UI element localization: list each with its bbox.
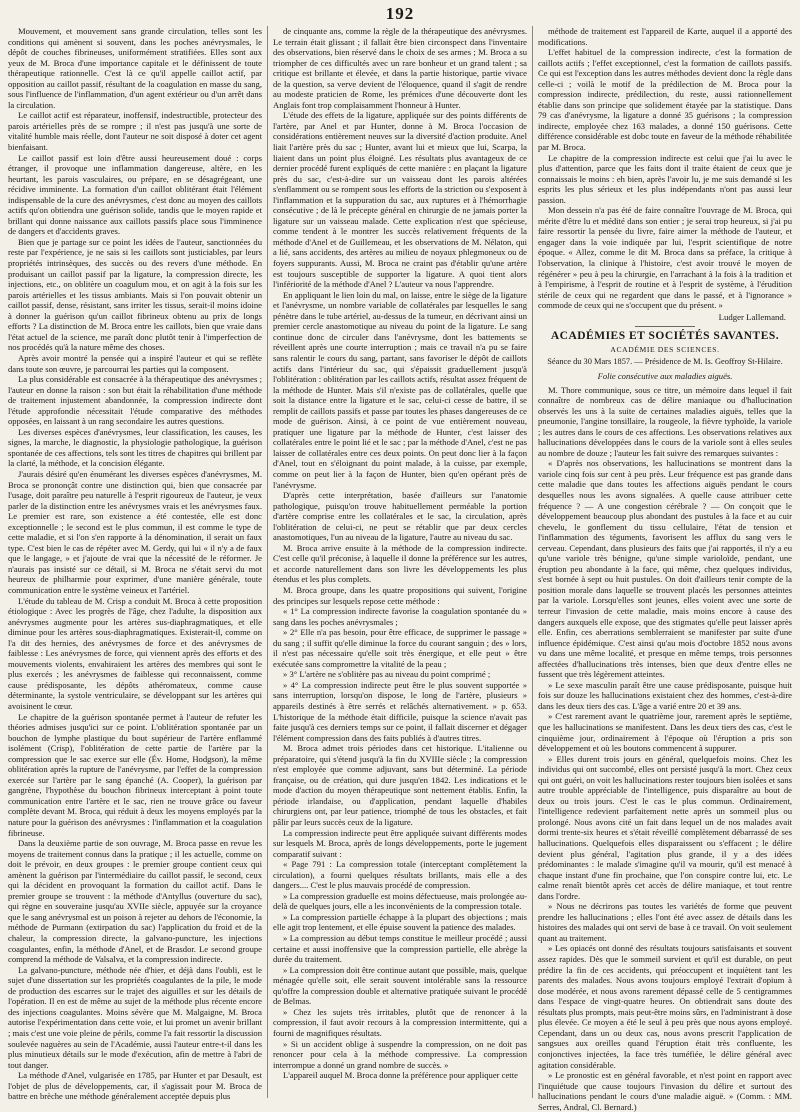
column-1 [8, 26, 262, 1102]
column-rule [267, 26, 268, 1098]
quoted-paragraph: » Les opiacés ont donné des résultats toujours satisfaisants et souvent assez rapides. Dès que le sommeil survient et qu'il est durable, on peut prédire la fin de ces accidents, qui préoccupent et inquiètent tant les parents des malades. Nous avons toujours employé l'extrait d'opium à dose modérée, et nous avons rarement dépassé celle de 5 centigrammes dans l'espace de vingt-quatre heures. On obtiendrait sans doute des résultats plus prompts, mais peut-être moins sûrs, en l'administrant à dose plus élevée. Ce moyen a été le seul à peu près que nous ayons employé. Cependant, dans un ou deux cas, nous avons prescrit l'application de sangsues aux oreilles quand l'éruption était très confluente, les conjonctives injectées, la face très tuméfiée, le délire général avec agitation considérable. [538, 943, 792, 1070]
paragraph: Le caillot actif est réparateur, inoffensif, indestructible, protecteur des parois artérielles près de se rompre ; il n'est pas jusqu'à une sorte de vitalité humble mais réelle, dont l'auteur ne soit disposé à doter cet agent bienfaisant. [8, 110, 262, 153]
paragraph: L'étude des effets de la ligature, appliquée sur des points différents de l'artère, par Anel et par Hunter, donne à M. Broca l'occasion de considérations entièrement neuves sur la diversité d'action produite. Anel liait l'artère près du sac ; Hunter, avant lui et mieux que lui, Scarpa, la liaient dans un point plus éloigné. Les résultats plus avantageux de ce dernier procédé furent expliqués de cette manière : en plaçant la ligature près du sac, c'est-à-dire sur un vaisseau dont les parois altérées s'enflamment ou se rompent sous les efforts de la striction ou s'exposent à l'inflammation et la suppuration du sac, aux ruptures et à l'hémorrhagie consécutive ; de là le précepte général en chirurgie de ne jamais porter la ligature sur un vaisseau malade. Cette explication n'est que spécieuse, comme tendent à le montrer les succès relativement fréquents de la méthode d'Anel et de Guillemeau, et les observations de M. Nélaton, qui a lié, sans accidents, des artères au milieu de noyaux phlegmoneux ou de foyers suppurants. Aussi, M. Broca ne craint pas d'établir qu'une artère est toujours susceptible de supporter la ligature. A quoi tient alors l'infériorité de la méthode d'Anel ? L'auteur va nous l'apprendre. [273, 110, 527, 290]
paragraph: D'après cette interprétation, basée d'ailleurs sur l'anatomie pathologique, puisqu'on trouve habituellement perméable la portion d'artère comprise entre les collatérales et le sac, la circulation, après l'oblitération de celui-ci, ne peut se rétablir que par deux cercles anastomotiques, l'un au niveau de la ligature, l'autre au niveau du sac. [273, 490, 527, 543]
paragraph: Le caillot passif est loin d'être aussi heureusement doué : corps étranger, il provoque une inflammation dangereuse, altère, en les heurtant, les parois vasculaires, ou prépare, en se désagrégeant, une récidive imminente. La formation d'un caillot oblitérant était l'élément indispensable de la cure des anévrysmes, c'est donc au moyen des caillots actifs qu'on obtiendra une guérison solide, tandis que le moyen rapide et brillant qui donne naissance aux caillots passifs place sous l'imminence de dangers et d'accidents graves. [8, 152, 262, 237]
quoted-paragraph: » Si un accident oblige à suspendre la compression, on ne doit pas renoncer pour cela à la méthode compressive. La compression interrompue a donné un grand nombre de succès. » [273, 1038, 527, 1070]
paragraph: M. Broca arrive ensuite à la méthode de la compression indirecte. C'est celle qu'il préconise, à laquelle il donne la préférence sur les autres, et accorde naturellement dans son livre les développements les plus étendus et les plus complets. [273, 542, 527, 585]
paragraph: Le chapitre de la guérison spontanée permet à l'auteur de refuter les théories admises jusqu'ici sur ce point. L'oblitération spontanée par un bouchon de lymphe plastique du bout supérieur de l'artère enflammé isolément (Crisp), l'oblitération de cette partie de l'artère par la compression que le sac exerce sur elle (Év. Home, Hodgson), la même oblitération après la rupture de l'anévrysme, par l'effet de la compression exercée sur l'artère par le sang épanché (A. Cooper), la guérison par gangrène, l'hypothèse du bouchon fibrineux interceptant à point toute communication entre l'artère et le sac, rien ne trouve grâce ou faveur complète devant M. Broca, qui réduit à deux les moyens employés par la nature pour la guérison des anévrysmes : l'inflammation et la coagulation fibrineuse. [8, 711, 262, 838]
column-rule [532, 26, 533, 1098]
quoted-paragraph: » Elles durent trois jours en général, quelquefois moins. Chez les individus qui ont succombé, elles ont persisté jusqu'à la mort. Chez ceux qui ont guéri, on voit les hallucinations rester toujours bien isolées et sans autre trouble appréciable de l'intelligence, puis disparaître au bout de deux ou trois jours. C'est le cas le plus commun. Ordinairement, l'intelligence redevient parfaitement nette après un sommeil plus ou prolongé. Nous avons cité un fait dans lequel un de nos malades avait dormi trente-six heures et s'était réveillé complètement débarrassé de ses hallucinations. Quelquefois elles disparaissent ou s'effacent ; le délire devient plus général, l'agitation plus grande, il y a des idées prédominantes : le malade s'imagine qu'il va mourir, qu'il est menacé à chaque instant d'une fin prochaine, que l'on conspire contre lui, etc. Le calme renaît bientôt après cet accès de délire maniaque, et tout rentre dans l'ordre. [538, 753, 792, 901]
quoted-paragraph: » Chez les sujets très irritables, plutôt que de renoncer à la compression, il faut avoir recours à la compression intermittente, qui a fourni de magnifiques résultats. [273, 1006, 527, 1038]
paragraph: Mon dessein n'a pas été de faire connaître l'ouvrage de M. Broca, qui mérite d'être lu et médité dans son entier ; je serai trop heureux, si j'ai pu faire ressortir la pensée du livre, faire aimer la méthode de l'auteur, et engager dans la voie indiquée par lui, l'esprit scientifique de notre époque. « Allez, comme le dit M. Broca dans sa préface, la critique à l'observation, la clinique à l'histoire, c'est avoir trouvé le moyen de régénérer » peu à peu la chirurgie, en l'arrachant à la fois à la tradition et à l'empirisme, à l'esprit de routine et à l'esprit de système, à l'érudition stérile de ceux qui ne regardent que dans le passé, et à l'ignorance » commode de ceux qui ne s'occupent que du présent. » [538, 205, 792, 311]
paragraph: Dans la deuxième partie de son ouvrage, M. Broca passe en revue les moyens de traitement connus dans la pratique ; il les actuelle, comme on doit le prévoir, en deux groupes : le premier groupe contient ceux qui amènent la guérison par l'intermédiaire du caillot passif, le second, ceux qui la décident en provoquant la formation du caillot actif. Dans le premier groupe se trouvent : la méthode d'Antyllus (ouverture du sac), qui règne en souveraine jusqu'au XVIIe siècle, appuyée sur la croyance que le sang anévrysmal est un poison à rejeter au dehors de l'économie, la méthode de Purmann (extirpation du sac) l'application du froid et de la chaleur, la compression directe, la galvano-puncture, les injections coagulantes, enfin, la méthode d'Anel, et de Brasdor. Le second groupe comprend la méthode de Valsalva, et la compression indirecte. [8, 838, 262, 965]
paragraph: Bien que je partage sur ce point les idées de l'auteur, sanctionnées du reste par l'expérience, je ne sais si les caillots sont justiciables, par leurs propriétés intrinsèques, des succès ou des revers d'une méthode. En produisant un caillot passif par la ligature, la compression directe, les injections, etc., on oblitère un coagulum mou, et on agit à la fois sur les parois artérielles et les tissus ambiants. Mais si l'on pouvait obtenir un caillot passif, dense, résistant, sans irriter les tissus, serait-il moins idoine à donner la guérison qu'un caillot fibrineux obtenu au prix de longs efforts ? La distinction de M. Broca entre les caillots, bien que vraie dans l'état actuel de la science, me paraît donc plutôt tenir à l'imperfection de nos procédés qu'à la nature même des choses. [8, 236, 262, 353]
quoted-paragraph: « Page 791 : La compression totale (interceptant complètement la circulation), a fourni quelques résultats brillants, mais elle a des dangers.... C'est le plus mauvais procédé de compression. [273, 859, 527, 891]
quoted-paragraph: « 1° La compression indirecte favorise la coagulation spontanée du » sang dans les poches anévrysmales ; [273, 606, 527, 627]
paragraph: M. Broca groupe, dans les quatre propositions qui suivent, l'origine des principes sur lesquels repose cette méthode : [273, 584, 527, 606]
paragraph: L'étude du tableau de M. Crisp a conduit M. Broca à cette proposition étiologique : Avec les progrès de l'âge, chez l'adulte, la disposition aux anévrysmes augmente pour les artères sus-diaphragmatiques, et elle diminue pour les artères sous-diaphragmatiques. Existerait-il, comme on l'a dit des hernies, des anévrysmes de force et des anévrysmes de faiblesse : Les anévrysmes de force, qui viennent après des efforts et des mouvements violents, envahiraient les artères des membres qui sont le plus exercés ; les anévrysmes de faiblesse qui reconnaissent, comme cause prédisposante, les dépôts athéromateux, comme cause déterminante, la systole ventriculaire, se développant sur les artères qui avoisinent le cœur. [8, 595, 262, 711]
session-line: Séance du 30 Mars 1857. — Présidence de M. Is. Geoffroy St-Hilaire. [547, 357, 783, 367]
quoted-paragraph: » Le pronostic est en général favorable, et n'est point en rapport avec l'inquiétude que cause toujours l'invasion du délire et surtout des hallucinations pendant le cours d'une maladie aiguë. » (Comm. : MM. Serres, Andral, Cl. Bernard.) [538, 1070, 792, 1112]
quoted-paragraph: » La compression doit être continue autant que possible, mais, quelque ménagée qu'elle soit, elle serait souvent intolérable sans la ressource qu'offre la compression double et alternative pratiquée suivant le procédé de Belmas. [273, 964, 527, 1007]
quoted-paragraph: » La compression au début temps constitue le meilleur procédé ; aussi certaine et aussi inoffensive que la compression partielle, elle abrège la durée du traitement. [273, 933, 527, 965]
quoted-paragraph: » 4° La compression indirecte peut être le plus souvent supportée » sans interruption, lorsqu'on dispose, le long de l'artère, plusieurs » appareils destinés à être serrés et relâchés alternativement. » p. 653. L'historique de la méthode était difficile, puisque la science n'avait pas faite jusqu'à ces derniers temps sur ce point, il fallait discerner et dégager l'élément compression dans des faits publiés à d'autres titres. [273, 679, 527, 743]
paragraph: J'aurais désiré qu'en énumérant les diverses espèces d'anévrysmes, M. Broca se prononçât contre une distinction qui, bien que consacrée par l'usage, doit paraître peu naturelle à l'esprit rigoureux de l'auteur, je veux parler de la distinction entre les anévrysmes vrais et les anévrysmes faux. Le premier est rare, son existence a été contestée, elle est donc exceptionnelle ; le second est le plus commun, il est comme le type de cette maladie, et si l'on s'en rapporte à la dénomination, il serait un faux type. C'est bien le cas de répéter avec M. Gerdy, qui lui « il n'y a de faux que le langage, » et j'ajoute de vrai que la nécessité de le réformer. Je n'aurais pas insisté sur ce détail, si M. Broca ne s'était servi du mot heureux de philharmie pour exprimer, d'une manière générale, toute communication entre le système veineux et l'artériel. [8, 468, 262, 595]
paragraph: La plus considérable est consacrée à la thérapeutique des anévrysmes ; l'auteur en donne la raison : son but était la réhabilitation d'une méthode de traitement injustement abandonnée, la compression indirecte dont l'étude approfondie nécessitait l'étude comparative des méthodes opposées, en laissant à un rang secondaire les autres questions. [8, 374, 262, 427]
paragraph: L'appareil auquel M. Broca donne la préférence pour appliquer cette [283, 1070, 518, 1081]
author-signature: Ludger Lallemand. [718, 311, 786, 322]
quoted-paragraph: » La compression graduelle est moins défectueuse, mais prolongée au-delà de quelques jours, elle a les inconvénients de la compression totale. [273, 890, 527, 912]
topic-title: Folie consécutive aux maladies aiguës. [597, 370, 733, 381]
paragraph: En appliquant le lien loin du mal, on laisse, entre le siège de la ligature et l'anévrysme, un nombre variable de collatérales par lesquelles le sang pénètre dans le tube artériel, au-dessus de la tumeur, en décrivant ainsi un premier cercle anastomotique au niveau du point de la ligature. Le sang continue donc de circuler dans l'anévrysme, dont les battements se réveillent après une courte interruption ; mais ce travail n'a pu se faire sans ralentir le cours du sang, partant, sans favoriser le dépôt de caillots actifs dans l'intérieur du sac, qui s'épaissit graduellement jusqu'à l'oblitération : oblitération par les caillots actifs, résultat assez fréquent de la méthode de Hunter. Mais s'il n'existe pas de collatérales, quelle que soit la distance entre la ligature et le sac, celui-ci cesse de battre, il se remplit de caillots passifs et passe par toutes les phases dangereuses de ce mode de guérison. Ainsi, à ce point de vue entièrement nouveau, pratiquer une ligature par la méthode de Hunter, c'est laisser des collatérales entre le point lié et le sac ; par la méthode d'Anel, c'est ne pas laisser de collatérales entre ces deux points. On peut donc lier à la façon d'Anel, tout en s'éloignant du point malade, à la cuisse, par exemple, comme on peut lier à la façon de Hunter, bien qu'en opérant près de l'anévrysme. [273, 289, 527, 490]
paragraph: La méthode d'Anel, vulgarisée en 1785, par Hunter et par Desault, est l'objet de plus de développements, car, il s'agissait pour M. Broca de battre en brèche une méthode généralement acceptée depuis plus [8, 1070, 262, 1102]
paragraph: Le chapitre de la compression indirecte est celui que j'ai lu avec le plus d'attention, parce que les faits dont il traite étaient de ceux que je connaissais le moins : eh bien, après l'avoir lu, je me suis demandé si les esprits les plus sérieux et les plus indépendants n'ont pas aussi leur passion. [538, 152, 792, 205]
quoted-paragraph: « D'après nos observations, les hallucinations se montrent dans la variole cinq fois sur cent à peu près. Leur fréquence est pas grande dans cette maladie que dans toutes les affections aiguës pendant le cours desquelles nous les avons signalées. A quelle cause attribuer cette fréquence ? — A une congestion cérébrale ? — On conçoit que le développement beaucoup plus abondant des pustules à la face et au cuir chevelu, le gonflement du tissu cellulaire, l'état de tension et l'inflammation des téguments, favorisent les afflux du sang vers le cerveau. Cependant, dans plusieurs des faits que j'ai rapportés, il n'y a eu qu'une variole très bénigne, qu'une simple varioloïde, pendant, une éruption peu abondante à la face, qui même, chez quelques individus, s'est bornée à sept ou huit pustules. On doit d'ailleurs tenir compte de la position morale dans laquelle se trouvent placés les personnes atteintes par la variole. Lorsqu'elles sont jeunes, elles voient avec une sorte de terreur l'invasion de cette maladie, mais moins encore à cause des dangers auxquels elle expose, que des stigmates qu'elle peut laisser après elle. Enfin, ces aberrations semblerraient se manifester par suite d'une influence épidémique. C'est ainsi qu'au mois d'octobre 1852 nous avons vu dans une même localité, et presque en même temps, trois personnes affectées d'hallucinations très intenses, bien que deux d'entre elles ne fussent que très légèrement atteintes. [538, 458, 792, 680]
quoted-paragraph: » Le sexe masculin paraît être une cause prédisposante, puisque huit fois sur douze les hallucinations existaient chez des hommes, c'est-à-dire dans les deux tiers des cas. L'âge a varié entre 20 et 39 ans. [538, 679, 792, 711]
paragraph: Après avoir montré la pensée qui a inspiré l'auteur et qui se reflète dans toute son œuvre, je parcourrai les parties qui la composent. [8, 352, 262, 374]
quoted-paragraph: » 3° L'artère ne s'oblitère pas au niveau du point comprimé ; [283, 669, 491, 680]
quoted-paragraph: » 2° Elle n'a pas besoin, pour être efficace, de supprimer le passage » du sang ; il suffit qu'elle diminue la force du courant sanguin ; des » lors, il n'est pas nécessaire qu'elle soit très énergique, et elle peut » être exécutée sans compromettre la vitalité de la peau ; [273, 627, 527, 669]
quoted-paragraph: » Nous ne décrirons pas toutes les variétés de forme que peuvent prendre les hallucinations ; elles l'ont été avec assez de détails dans les histoires des malades qui ont servi de base à ce travail. On voit seulement quant au traitement. [538, 901, 792, 943]
quoted-paragraph: » La compression partielle échappe à la plupart des objections ; mais elle agit trop lentement, et elle épuise souvent la patience des malades. [273, 911, 527, 933]
paragraph: M. Broca admet trois périodes dans cet historique. L'italienne ou préparatoire, qui s'étend jusqu'à la fin du XVIIIe siècle ; la compression n'est employée que comme adjuvant, sans but déterminé. La période française, ou de création, qui dure jusqu'en 1842. Les indications et le mode d'action du moyen thérapeutique sont nettement établis. Enfin, la période irlandaise, ou d'application, pendant laquelle d'habiles chirurgiens ont, par leur patience, triomphé de tous les obstacles, et fait pâlir par leurs succès ceux de la ligature. [273, 743, 527, 828]
paragraph: L'effet habituel de la compression indirecte, c'est la formation de caillots actifs ; l'effet exceptionnel, c'est la formation de caillots passifs. Ce qui est l'exception dans les autres méthodes devient donc la règle dans celle-ci ; voilà le motif de la prédilection de M. Broca pour la compression indirecte, prédilection, du reste, aussi rationnellement établie dans son principe que solidement étayée par la statistique. Dans 79 cas d'anévrysme, la ligature a donné 35 guérisons ; la compression indirecte, employée chez 163 malades, a donné 150 guérisons. Cette différence considérable est dobc toute en faveur de la méthode réhabilitée par M. Broca. [538, 47, 792, 153]
page-number: 192 [385, 4, 415, 23]
paragraph: M. Thore communique, sous ce titre, un mémoire dans lequel il fait connaître de nombreux cas de délire maniaque ou d'hallucination observés les uns à la suite de certaines maladies aiguës, telles que la pneumonie, l'angine tonsillaire, la rougeole, la fièvre typhoïde, la variole ; les autres dans le cours de ces affections. Les observations relatives aux hallucinations développées dans le cours de la variole sont à elles seules au nombre de douze ; l'auteur les fait suivre des remarques suivantes : [538, 384, 792, 458]
paragraph: La compression indirecte peut être appliquée suivant différents modes sur lesquels M. Broca, après de longs développements, porte le jugement comparatif suivant : [273, 827, 527, 859]
paragraph: de cinquante ans, comme la règle de la thérapeutique des anévrysmes. Le terrain était glissant ; il fallait être bien circonspect dans l'inventaire des observations, bien réservé dans le choix de ses armes ; M. Broca a su triompher de ces difficultés avec un rare bonheur et un grand talent ; sa critique est brillante et élevée, et dans la partie historique, partie vivace de la question, sa verve devient de l'éloquence, quand il s'agit de rendre au modeste praticien de Rome, les prémices d'une découverte dont les Anglais font trop complaisamment l'honneur à Hunter. [273, 26, 527, 110]
column-3 [538, 26, 792, 1112]
subsection-title: ACADÉMIE DES SCIENCES. [610, 344, 720, 354]
column-2 [273, 26, 527, 1098]
paragraph: La galvano-puncture, méthode née d'hier, et déjà dans l'oubli, est le sujet d'une dissertation sur les propriétés coagulantes de la pile, le mode de production des escarres sur le trajet des aiguilles et sur les détails de l'opération. Il en est de même au sujet de la méthode plus récente encore des injections coagulantes. Moins sévère que M. Malgaigne, M. Broca autorise l'expérimentation dans cette voie, et lui promet un avenir brillant ; mais c'est une voie pleine de périls, comme l'a fait ressortir la discussion soulevée naguères au sein de l'Académie, aussi l'auteur entre-t-il dans les plus minutieux détails sur le mode d'exécution, afin de mettre à l'abri de tout danger. [8, 964, 262, 1070]
paragraph: Les diverses espèces d'anévrysmes, leur classification, les causes, les signes, la marche, le diagnostic, la physiologie pathologique, la guérison spontanée de ces affections, tels sont les titres de chapitres qui brillent par la clarté, la méthode, et la concision élégante. [8, 426, 262, 469]
section-title: ACADÉMIES ET SOCIÉTÉS SAVANTES. [550, 330, 780, 343]
separator-rule [635, 326, 695, 327]
paragraph: méthode de traitement est l'appareil de Karte, auquel il a apporté des modifications. [538, 26, 792, 47]
quoted-paragraph: » C'est rarement avant le quatrième jour, rarement après le septième, que les hallucinations se manifestent. Dans les deux tiers des cas, c'est le cinquième jour, ordinairement à l'époque où l'éruption a pris son développement et où les boutons commencent à suppurer. [538, 711, 792, 754]
paragraph: Mouvement, et mouvement sans grande circulation, telles sont les conditions qui amènent si souvent, dans les poches anévrysmales, le dépôt de couches fibrineuses, uniformément stratifiées. Elles sont aux yeux de M. Broca d'une importance capitale et le définissent de toute thérapeutique rationnelle. C'est là ce qu'il appelle caillot actif, par opposition au caillot passif, résultant de la coagulation en masse du sang, sous l'influence de l'inflammation, d'un agent extérieur ou d'un arrêt dans la circulation. [8, 26, 262, 110]
